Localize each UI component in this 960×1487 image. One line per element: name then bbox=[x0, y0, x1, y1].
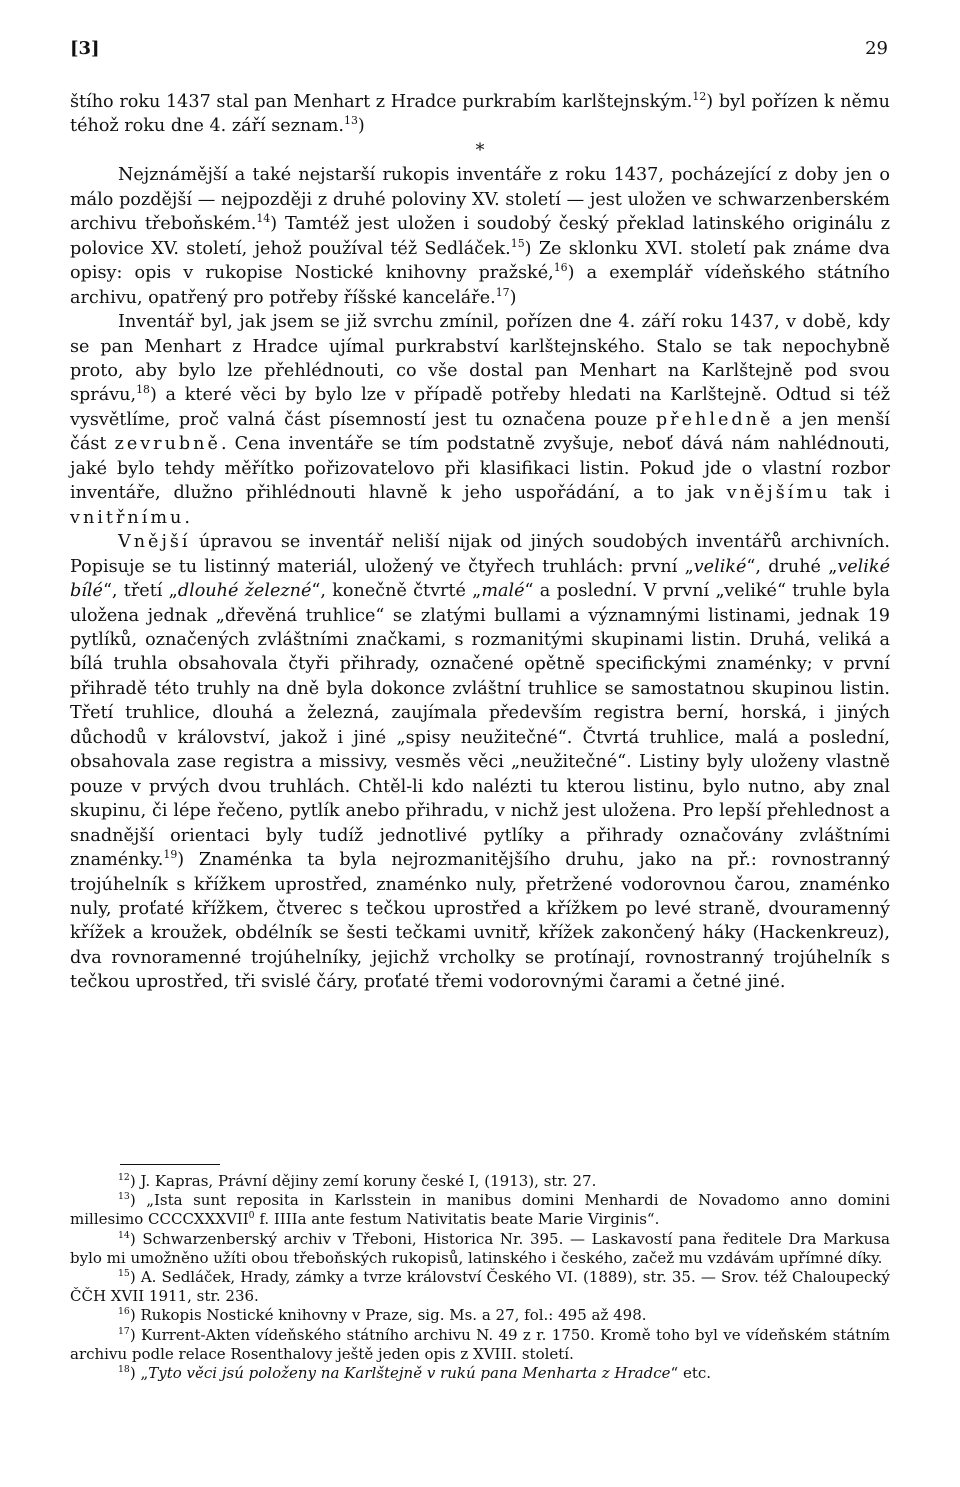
text-run: štího roku 1437 stal pan Menhart z Hradce purkrabím karlštejnským. bbox=[70, 92, 693, 112]
footnote-15 bbox=[70, 1268, 890, 1306]
footnote-14 bbox=[70, 1230, 890, 1268]
text-run: tak i bbox=[830, 483, 890, 504]
superscript: 0 bbox=[248, 1210, 255, 1222]
footnote-number: 12 bbox=[118, 1172, 130, 1183]
text-run: a jen menší část bbox=[70, 409, 890, 455]
paragraph-3 bbox=[70, 310, 890, 530]
footnote-ref-13: 13 bbox=[344, 114, 358, 128]
footnote-number: 18 bbox=[118, 1364, 130, 1376]
italic-quote: Tyto věci jsú položeny na Karlštejně v rukú pana Menharta z Hradce bbox=[148, 1364, 671, 1383]
footnote-ref-14: 14 bbox=[256, 212, 271, 226]
spaced-emphasis: vnitřnímu bbox=[70, 507, 185, 528]
section-label: [3] bbox=[70, 38, 100, 59]
footnote-divider bbox=[120, 1164, 220, 1165]
footnote-16 bbox=[70, 1306, 890, 1325]
page-number: 29 bbox=[865, 38, 888, 59]
footnote-18 bbox=[70, 1364, 890, 1383]
page-header bbox=[70, 38, 888, 68]
footnote-text: ) J. Kapras, Právní dějiny zemí koruny české I, (1913), str. 27. bbox=[129, 1172, 597, 1190]
footnote-number: 16 bbox=[118, 1306, 130, 1318]
paragraph-2 bbox=[70, 163, 890, 310]
footnote-number: 14 bbox=[118, 1229, 130, 1241]
footnote-12 bbox=[70, 1172, 890, 1191]
text-run: ) a exemplář vídeňského státního archivu, opatřený pro potřeby říšské kanceláře. bbox=[70, 263, 890, 308]
text-run: “, konečně čtvrté „ bbox=[311, 581, 482, 602]
paragraph-4 bbox=[70, 530, 890, 995]
italic-term: dlouhé železné bbox=[177, 581, 312, 602]
italic-term: malé bbox=[481, 581, 525, 602]
text-run: ) bbox=[357, 116, 365, 137]
spaced-emphasis: zevrubně bbox=[114, 434, 221, 455]
section-separator: * bbox=[475, 140, 485, 161]
footnote-text: f. IIIIa ante festum Nativitatis beate Marie Virginis“. bbox=[254, 1210, 660, 1229]
footnote-text: ) A. Sedláček, Hrady, zámky a tvrze království Českého VI. (1889), str. 35. — Srov. též Chaloupecký ČČH XVII 1911, str. 236. bbox=[70, 1268, 890, 1306]
text-run: “, druhé „ bbox=[746, 556, 838, 577]
text-run: ) Znaménka ta byla nejrozmanitějšího druhu, jako na př.: rovnostranný trojúhelník s křížkem uprostřed, znaménko nuly, přetržené vodorovnou čarou, znaménko nuly, proťaté křížkem, čtverec s tečkou uprostřed a křížkem po levé straně, dvouramenný křížek a kroužek, obdélník se šesti tečkami uvnitř, křížek zakončený háky (Hackenkreuz), dva rovnoramenné trojúhelníky, jejichž vrcholky se protínají, rovnostranný trojúhelník s tečkou uprostřed, tři svislé čáry, proťaté třemi vodorovnými čarami a četné jiné. bbox=[70, 850, 890, 993]
footnote-ref-17: 17 bbox=[495, 285, 510, 299]
text-run: ) bbox=[509, 287, 517, 308]
footnote-13 bbox=[70, 1191, 890, 1229]
footnote-ref-16: 16 bbox=[553, 261, 568, 275]
footnote-number: 13 bbox=[118, 1191, 130, 1203]
footnote-17 bbox=[70, 1326, 890, 1364]
footnote-number: 15 bbox=[118, 1268, 130, 1280]
italic-term: veliké bílé bbox=[70, 556, 890, 602]
footnote-text: ) Schwarzenberský archiv v Třeboni, Historica Nr. 395. — Laskavostí pana ředitele Dra Markusa bylo mi umožněno užíti obou třeboňských rukopisů, latinského i českého, začež mu vzdávám upřímné díky. bbox=[70, 1229, 890, 1267]
paragraph-1 bbox=[70, 90, 890, 139]
text-run: . Cena inventáře se tím podstatně zvyšuje, neboť dává nám nahlédnouti, jaké bylo tehdy měřítko pořizovatelovo při klasifikaci listin. Pokud jde o vlastní rozbor inventáře, dlužno přihlédnouti hlavně k jeho uspořádání, a to jak bbox=[70, 434, 890, 504]
footnote-ref-19: 19 bbox=[163, 848, 178, 862]
text-run: ) Ze sklonku XVI. století pak známe dva opisy: opis v rukopise Nostické knihovny pražské, bbox=[70, 238, 890, 284]
text-run: . bbox=[184, 507, 190, 528]
spaced-emphasis: přehledně bbox=[655, 409, 774, 430]
footnote-ref-12: 12 bbox=[692, 90, 707, 104]
text-run: “ a poslední. V první „veliké“ truhle byla uložena jednak „dřevěná truhlice“ se zlatými bullami a významnými listinami, jednak 19 pytlíků, označených zvláštními značkami, s rozmanitými skupinami listin. Druhá, veliká a bílá truhla obsahovala čtyři přihrady, označené opětně specifickými znaménky; v první přihradě této truhly na dně byla dokonce zvláštní truhlice se samostatnou skupinou listin. Třetí truhlice, dlouhá a železná, zaujímala především registra berní, horská, i jiných důchodů v království, jakož i jiné „spisy neužitečné“. Čtvrtá truhlice, malá a poslední, obsahovala zase registra a missivy, vesměs věci „neužitečné“. Listiny byly uloženy vlastně pouze v prvých dvou truhlách. Chtěl-li kdo nalézti tu kterou listinu, bylo nutno, aby znal skupinu, či lépe řečeno, pytlík anebo přihradu, v nichž jest uložena. Pro lepší přehlednost a snadnější orientaci byly tudíž jednotlivé pytlíky a přihrady označovány zvláštními znaménky. bbox=[70, 581, 891, 871]
text-run: ) byl pořízen k němu téhož roku dne 4. září seznam. bbox=[70, 92, 890, 137]
text-run: ) a které věci by bylo lze v případě potřeby hledati na Karlštejně. Odtud si též vysvětlíme, proč valná část písemností jest tu označena pouze bbox=[70, 385, 890, 430]
text-run: Nejznámější a také nejstarší rukopis inventáře z roku 1437, pocházející z doby jen o málo pozdější — nejpozději z druhé poloviny XV. století — jest uložen ve schwarzenberském archivu třeboňském. bbox=[70, 165, 890, 235]
italic-term: veliké bbox=[693, 556, 747, 577]
text-run: “, třetí „ bbox=[102, 581, 178, 602]
footnote-ref-18: 18 bbox=[136, 383, 150, 397]
main-text bbox=[70, 90, 890, 995]
footnote-text: ) Rukopis Nostické knihovny v Praze, sig. Ms. a 27, fol.: 495 až 498. bbox=[129, 1306, 647, 1325]
footnote-text: ) „ bbox=[129, 1364, 149, 1383]
footnote-text: ) Kurrent-Akten vídeňského státního archivu N. 49 z r. 1750. Kromě toho byl ve vídeňském státním archivu podle relace Rosenthalovy ještě jeden opis z XVIII. století. bbox=[70, 1325, 890, 1363]
text-run: úpravou se inventář neliší nijak od jiných soudobých inventářů archivních. Popisuje se tu listinný materiál, uložený ve čtyřech truhlách: první „ bbox=[70, 532, 890, 577]
footnote-number: 17 bbox=[118, 1325, 130, 1337]
text-run: ) Tamtéž jest uložen i soudobý český překlad latinského originálu z polovice XV. století, jehož používal též Sedláček. bbox=[70, 214, 890, 259]
text-run: Inventář byl, jak jsem se již svrchu zmínil, pořízen dne 4. září roku 1437, v době, kdy se pan Menhart z Hradce ujímal purkrabství karlštejnského. Stalo se tak nepochybně proto, aby bylo lze přehlédnouti, co vše dostal pan Menhart na Karlštejně pod svou správu, bbox=[70, 312, 890, 406]
footnote-ref-15: 15 bbox=[510, 236, 525, 250]
footnote-text: ) „Ista sunt reposita in Karlsstein in manibus domini Menhardi de Novadomo anno domini millesimo CCCCXXXVII bbox=[70, 1191, 890, 1229]
spaced-emphasis: Vnější bbox=[118, 532, 191, 553]
spaced-emphasis: vnějšímu bbox=[726, 483, 831, 504]
footnote-text: “ etc. bbox=[670, 1364, 712, 1383]
footnotes bbox=[70, 1172, 890, 1383]
